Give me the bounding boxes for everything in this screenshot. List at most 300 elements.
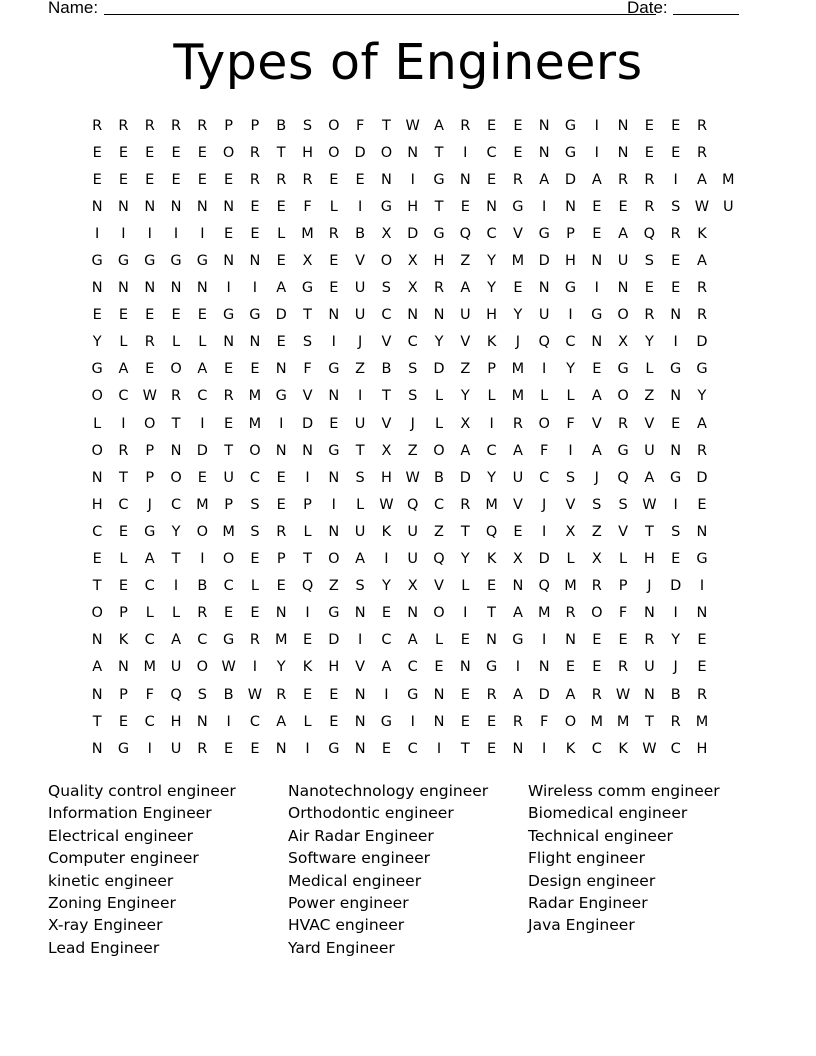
grid-letter[interactable]: E xyxy=(381,605,391,622)
grid-letter[interactable]: F xyxy=(303,361,312,378)
grid-letter[interactable]: B xyxy=(670,686,681,703)
grid-letter[interactable]: E xyxy=(276,496,286,513)
grid-letter[interactable]: I xyxy=(673,496,678,513)
grid-letter[interactable]: E xyxy=(276,198,286,215)
grid-letter[interactable]: A xyxy=(618,225,629,242)
grid-letter[interactable]: C xyxy=(591,740,602,757)
grid-letter[interactable]: N xyxy=(591,334,603,351)
grid-letter[interactable]: R xyxy=(223,388,234,405)
grid-letter[interactable]: N xyxy=(249,253,261,270)
grid-letter[interactable]: N xyxy=(144,198,156,215)
grid-letter[interactable]: X xyxy=(565,523,576,540)
grid-letter[interactable]: R xyxy=(328,225,339,242)
grid-letter[interactable]: G xyxy=(301,280,314,297)
grid-letter[interactable]: R xyxy=(670,225,681,242)
grid-letter[interactable]: E xyxy=(487,713,497,730)
grid-letter[interactable]: D xyxy=(670,578,682,595)
grid-letter[interactable]: C xyxy=(249,469,260,486)
grid-letter[interactable]: G xyxy=(512,632,524,649)
grid-letter[interactable]: I xyxy=(542,523,547,540)
grid-letter[interactable]: A xyxy=(512,686,523,703)
grid-letter[interactable]: A xyxy=(381,659,392,676)
grid-letter[interactable]: W xyxy=(405,469,420,486)
grid-letter[interactable]: E xyxy=(460,198,470,215)
grid-letter[interactable]: Z xyxy=(328,578,339,595)
grid-letter[interactable]: D xyxy=(433,361,445,378)
grid-letter[interactable]: E xyxy=(118,144,129,161)
grid-letter[interactable]: C xyxy=(92,523,103,540)
grid-letter[interactable]: A xyxy=(512,605,523,622)
grid-letter[interactable]: N xyxy=(433,307,445,324)
grid-letter[interactable]: N xyxy=(275,740,287,757)
grid-letter[interactable]: J xyxy=(410,415,415,432)
grid-letter[interactable]: N xyxy=(196,713,208,730)
grid-letter[interactable]: U xyxy=(617,253,629,270)
grid-letter[interactable]: H xyxy=(565,253,576,270)
grid-letter[interactable]: E xyxy=(487,578,497,595)
grid-letter[interactable]: E xyxy=(276,253,286,270)
grid-letter[interactable]: F xyxy=(540,713,549,730)
grid-letter[interactable]: L xyxy=(329,198,338,215)
grid-letter[interactable]: X xyxy=(381,442,392,459)
grid-letter[interactable]: I xyxy=(173,225,179,242)
grid-letter[interactable]: P xyxy=(303,496,312,513)
grid-letter[interactable]: G xyxy=(144,253,156,270)
grid-letter[interactable]: X xyxy=(618,334,629,351)
grid-letter[interactable]: N xyxy=(223,198,235,215)
grid-letter[interactable]: E xyxy=(329,171,339,188)
grid-letter[interactable]: R xyxy=(696,117,708,134)
grid-letter[interactable]: S xyxy=(408,361,418,378)
grid-letter[interactable]: C xyxy=(249,713,260,730)
grid-letter[interactable]: D xyxy=(538,551,550,568)
grid-letter[interactable]: L xyxy=(303,713,312,730)
grid-letter[interactable]: B xyxy=(223,686,234,703)
grid-letter[interactable]: A xyxy=(197,361,208,378)
grid-letter[interactable]: E xyxy=(329,713,339,730)
grid-letter[interactable]: N xyxy=(670,388,682,405)
grid-letter[interactable]: O xyxy=(91,605,103,622)
grid-letter[interactable]: Y xyxy=(487,253,497,270)
grid-letter[interactable]: E xyxy=(224,415,234,432)
grid-letter[interactable]: G xyxy=(275,388,287,405)
grid-letter[interactable]: G xyxy=(433,171,445,188)
grid-letter[interactable]: E xyxy=(460,632,470,649)
grid-letter[interactable]: U xyxy=(354,307,366,324)
grid-letter[interactable]: C xyxy=(486,144,497,161)
grid-letter[interactable]: E xyxy=(171,144,181,161)
grid-letter[interactable]: I xyxy=(594,117,599,134)
grid-letter[interactable]: J xyxy=(515,334,521,351)
grid-letter[interactable]: W xyxy=(247,686,263,703)
grid-letter[interactable]: G xyxy=(223,632,235,649)
grid-letter[interactable]: N xyxy=(407,307,419,324)
grid-letter[interactable]: I xyxy=(357,632,363,649)
grid-letter[interactable]: N xyxy=(538,117,550,134)
grid-letter[interactable]: T xyxy=(460,740,470,757)
grid-letter[interactable]: C xyxy=(407,740,418,757)
grid-letter[interactable]: N xyxy=(433,713,445,730)
grid-letter[interactable]: N xyxy=(538,659,550,676)
grid-letter[interactable]: A xyxy=(276,280,287,297)
grid-letter[interactable]: E xyxy=(329,415,339,432)
grid-letter[interactable]: L xyxy=(171,334,181,351)
grid-letter[interactable]: L xyxy=(619,551,628,568)
grid-letter[interactable]: N xyxy=(591,253,603,270)
grid-letter[interactable]: H xyxy=(407,198,419,215)
grid-letter[interactable]: E xyxy=(224,361,234,378)
grid-letter[interactable]: A xyxy=(118,361,129,378)
grid-letter[interactable]: N xyxy=(565,632,576,649)
grid-letter[interactable]: J xyxy=(542,496,547,513)
grid-letter[interactable]: E xyxy=(145,144,155,161)
grid-letter[interactable]: G xyxy=(328,605,340,622)
grid-letter[interactable]: N xyxy=(433,686,445,703)
grid-letter[interactable]: C xyxy=(381,632,392,649)
grid-letter[interactable]: R xyxy=(591,578,602,595)
grid-letter[interactable]: L xyxy=(356,496,365,513)
grid-letter[interactable]: E xyxy=(618,632,628,649)
grid-letter[interactable]: D xyxy=(564,171,577,188)
grid-letter[interactable]: T xyxy=(644,523,654,540)
grid-letter[interactable]: I xyxy=(252,659,258,676)
grid-letter[interactable]: N xyxy=(670,307,682,324)
grid-letter[interactable]: U xyxy=(722,198,734,215)
grid-letter[interactable]: W xyxy=(221,659,236,676)
grid-letter[interactable]: T xyxy=(460,523,470,540)
grid-letter[interactable]: O xyxy=(91,388,103,405)
grid-letter[interactable]: X xyxy=(407,578,418,595)
grid-letter[interactable]: A xyxy=(460,442,471,459)
grid-letter[interactable]: Y xyxy=(671,632,681,649)
grid-letter[interactable]: F xyxy=(145,686,154,703)
grid-letter[interactable]: N xyxy=(354,686,366,703)
grid-letter[interactable]: C xyxy=(197,632,208,649)
grid-letter[interactable]: O xyxy=(170,361,182,378)
grid-letter[interactable]: A xyxy=(697,253,707,270)
grid-letter[interactable]: R xyxy=(591,686,602,703)
grid-letter[interactable]: E xyxy=(276,334,286,351)
grid-letter[interactable]: E xyxy=(276,469,286,486)
grid-letter[interactable]: R xyxy=(276,171,287,188)
grid-letter[interactable]: G xyxy=(170,253,182,270)
grid-letter[interactable]: M xyxy=(222,523,235,540)
grid-letter[interactable]: E xyxy=(513,117,523,134)
grid-letter[interactable]: D xyxy=(538,686,550,703)
grid-letter[interactable]: E xyxy=(460,686,470,703)
grid-letter[interactable]: M xyxy=(485,496,498,513)
grid-letter[interactable]: G xyxy=(564,280,577,297)
grid-letter[interactable]: X xyxy=(512,551,523,568)
grid-letter[interactable]: N xyxy=(328,388,340,405)
grid-letter[interactable]: I xyxy=(436,740,442,757)
grid-letter[interactable]: B xyxy=(381,361,392,378)
grid-letter[interactable]: N xyxy=(144,280,156,297)
grid-letter[interactable]: X xyxy=(381,225,392,242)
grid-letter[interactable]: X xyxy=(591,551,602,568)
grid-letter[interactable]: R xyxy=(644,632,655,649)
grid-letter[interactable]: I xyxy=(410,171,415,188)
grid-letter[interactable]: Q xyxy=(485,523,498,540)
grid-letter[interactable]: A xyxy=(644,469,655,486)
grid-letter[interactable]: G xyxy=(591,307,603,324)
grid-letter[interactable]: H xyxy=(302,144,313,161)
grid-letter[interactable]: I xyxy=(357,388,363,405)
grid-letter[interactable]: K xyxy=(486,334,497,351)
grid-letter[interactable]: N xyxy=(91,198,103,215)
grid-letter[interactable]: O xyxy=(170,469,182,486)
grid-letter[interactable]: A xyxy=(591,388,602,405)
grid-letter[interactable]: W xyxy=(642,740,657,757)
grid-letter[interactable]: O xyxy=(380,144,393,161)
grid-letter[interactable]: G xyxy=(696,361,708,378)
grid-letter[interactable]: Y xyxy=(487,280,497,297)
grid-letter[interactable]: Q xyxy=(643,225,656,242)
grid-letter[interactable]: V xyxy=(512,225,523,242)
grid-letter[interactable]: E xyxy=(197,144,207,161)
grid-letter[interactable]: C xyxy=(118,496,129,513)
grid-letter[interactable]: R xyxy=(696,307,708,324)
grid-letter[interactable]: Q xyxy=(617,469,629,486)
grid-letter[interactable]: B xyxy=(434,469,444,486)
grid-letter[interactable]: N xyxy=(617,280,629,297)
grid-letter[interactable]: X xyxy=(302,253,313,270)
grid-letter[interactable]: R xyxy=(144,117,155,134)
grid-letter[interactable]: N xyxy=(170,198,182,215)
grid-letter[interactable]: N xyxy=(118,280,129,297)
grid-letter[interactable]: I xyxy=(226,713,231,730)
grid-letter[interactable]: L xyxy=(119,334,128,351)
grid-letter[interactable]: A xyxy=(434,117,444,134)
grid-letter[interactable]: E xyxy=(197,171,207,188)
grid-letter[interactable]: Q xyxy=(433,551,445,568)
grid-letter[interactable]: L xyxy=(487,388,496,405)
grid-letter[interactable]: C xyxy=(539,469,550,486)
grid-letter[interactable]: I xyxy=(673,334,678,351)
grid-letter[interactable]: I xyxy=(331,334,336,351)
grid-letter[interactable]: E xyxy=(671,253,681,270)
grid-letter[interactable]: Y xyxy=(566,361,575,378)
grid-letter[interactable]: I xyxy=(515,659,521,676)
grid-letter[interactable]: R xyxy=(276,686,287,703)
grid-letter[interactable]: G xyxy=(407,686,419,703)
grid-letter[interactable]: E xyxy=(250,551,260,568)
grid-letter[interactable]: I xyxy=(121,415,126,432)
grid-letter[interactable]: N xyxy=(617,117,629,134)
grid-letter[interactable]: V xyxy=(381,415,392,432)
grid-letter[interactable]: V xyxy=(434,578,444,595)
grid-letter[interactable]: N xyxy=(354,605,366,622)
grid-letter[interactable]: N xyxy=(196,198,208,215)
grid-letter[interactable]: G xyxy=(696,551,708,568)
grid-letter[interactable]: N xyxy=(275,361,287,378)
grid-letter[interactable]: E xyxy=(644,144,654,161)
grid-letter[interactable]: Z xyxy=(434,523,444,540)
grid-letter[interactable]: C xyxy=(565,334,576,351)
grid-letter[interactable]: P xyxy=(119,605,128,622)
grid-letter[interactable]: R xyxy=(118,442,129,459)
grid-letter[interactable]: T xyxy=(434,144,444,161)
grid-letter[interactable]: S xyxy=(618,496,628,513)
grid-letter[interactable]: S xyxy=(381,280,392,297)
grid-letter[interactable]: G xyxy=(223,307,235,324)
grid-letter[interactable]: N xyxy=(354,740,366,757)
grid-letter[interactable]: A xyxy=(92,659,103,676)
grid-letter[interactable]: E xyxy=(250,198,260,215)
grid-letter[interactable]: I xyxy=(463,605,468,622)
grid-letter[interactable]: D xyxy=(275,307,287,324)
grid-letter[interactable]: R xyxy=(644,171,655,188)
grid-letter[interactable]: E xyxy=(145,307,155,324)
grid-letter[interactable]: E xyxy=(197,469,207,486)
grid-letter[interactable]: R xyxy=(696,442,708,459)
grid-letter[interactable]: A xyxy=(591,442,602,459)
grid-letter[interactable]: E xyxy=(197,307,207,324)
grid-letter[interactable]: D xyxy=(696,469,708,486)
grid-letter[interactable]: C xyxy=(486,225,497,242)
grid-letter[interactable]: Q xyxy=(301,578,314,595)
grid-letter[interactable]: I xyxy=(252,280,258,297)
grid-letter[interactable]: E xyxy=(671,551,681,568)
grid-letter[interactable]: E xyxy=(118,307,129,324)
grid-letter[interactable]: E xyxy=(671,280,681,297)
grid-letter[interactable]: G xyxy=(380,713,393,730)
grid-letter[interactable]: R xyxy=(276,523,287,540)
grid-letter[interactable]: R xyxy=(249,171,260,188)
grid-letter[interactable]: C xyxy=(144,632,155,649)
grid-letter[interactable]: N xyxy=(328,307,340,324)
grid-letter[interactable]: L xyxy=(198,334,207,351)
grid-letter[interactable]: S xyxy=(565,469,576,486)
grid-letter[interactable]: E xyxy=(697,496,707,513)
grid-letter[interactable]: U xyxy=(459,307,471,324)
grid-letter[interactable]: O xyxy=(222,551,235,568)
grid-letter[interactable]: R xyxy=(171,117,182,134)
grid-letter[interactable]: W xyxy=(142,388,157,405)
grid-letter[interactable]: U xyxy=(407,551,419,568)
grid-letter[interactable]: R xyxy=(565,605,576,622)
grid-letter[interactable]: T xyxy=(487,605,497,622)
grid-letter[interactable]: E xyxy=(513,523,523,540)
grid-letter[interactable]: S xyxy=(671,523,681,540)
grid-letter[interactable]: E xyxy=(618,198,628,215)
grid-letter[interactable]: I xyxy=(147,225,152,242)
grid-letter[interactable]: G xyxy=(328,361,340,378)
grid-letter[interactable]: D xyxy=(328,632,340,649)
grid-letter[interactable]: R xyxy=(618,659,629,676)
grid-letter[interactable]: G xyxy=(564,117,577,134)
grid-letter[interactable]: N xyxy=(459,171,471,188)
grid-letter[interactable]: G xyxy=(564,144,577,161)
word-search-grid[interactable] xyxy=(84,112,741,762)
grid-letter[interactable]: R xyxy=(696,280,708,297)
grid-letter[interactable]: R xyxy=(644,198,655,215)
name-field-line[interactable] xyxy=(104,14,656,15)
grid-letter[interactable]: M xyxy=(143,659,156,676)
grid-letter[interactable]: P xyxy=(250,117,260,134)
grid-letter[interactable]: E xyxy=(224,171,234,188)
grid-letter[interactable]: A xyxy=(697,415,707,432)
grid-letter[interactable]: U xyxy=(512,469,524,486)
grid-letter[interactable]: L xyxy=(277,225,286,242)
grid-letter[interactable]: O xyxy=(328,117,340,134)
grid-letter[interactable]: P xyxy=(145,469,155,486)
grid-letter[interactable]: N xyxy=(91,740,103,757)
grid-letter[interactable]: K xyxy=(486,551,497,568)
grid-letter[interactable]: M xyxy=(695,713,709,730)
grid-letter[interactable]: T xyxy=(171,551,181,568)
grid-letter[interactable]: I xyxy=(384,551,389,568)
grid-letter[interactable]: O xyxy=(380,253,393,270)
grid-letter[interactable]: E xyxy=(118,713,129,730)
grid-letter[interactable]: J xyxy=(357,334,363,351)
grid-letter[interactable]: W xyxy=(615,686,631,703)
grid-letter[interactable]: I xyxy=(147,740,152,757)
grid-letter[interactable]: R xyxy=(512,713,523,730)
grid-letter[interactable]: E xyxy=(118,523,129,540)
grid-letter[interactable]: E xyxy=(92,144,102,161)
grid-letter[interactable]: Y xyxy=(644,334,654,351)
grid-letter[interactable]: I xyxy=(226,280,231,297)
grid-letter[interactable]: Y xyxy=(487,469,497,486)
grid-letter[interactable]: D xyxy=(354,144,366,161)
grid-letter[interactable]: P xyxy=(618,578,628,595)
date-field-line[interactable] xyxy=(673,14,739,15)
grid-letter[interactable]: D xyxy=(538,253,550,270)
grid-letter[interactable]: C xyxy=(223,578,234,595)
grid-letter[interactable]: O xyxy=(564,713,577,730)
grid-letter[interactable]: O xyxy=(249,442,261,459)
grid-letter[interactable]: Y xyxy=(697,388,707,405)
grid-letter[interactable]: N xyxy=(512,578,524,595)
grid-letter[interactable]: M xyxy=(616,713,630,730)
grid-letter[interactable]: S xyxy=(644,253,654,270)
grid-letter[interactable]: N xyxy=(407,605,419,622)
grid-letter[interactable]: M xyxy=(511,361,525,378)
grid-letter[interactable]: M xyxy=(511,388,525,405)
grid-letter[interactable]: E xyxy=(145,171,155,188)
grid-letter[interactable]: E xyxy=(355,171,365,188)
grid-letter[interactable]: J xyxy=(673,659,678,676)
grid-letter[interactable]: E xyxy=(92,551,102,568)
grid-letter[interactable]: R xyxy=(249,632,260,649)
grid-letter[interactable]: E xyxy=(487,117,497,134)
grid-letter[interactable]: R xyxy=(302,171,313,188)
grid-letter[interactable]: N xyxy=(617,144,629,161)
grid-letter[interactable]: N xyxy=(696,605,708,622)
grid-letter[interactable]: J xyxy=(647,578,652,595)
grid-letter[interactable]: E xyxy=(92,171,102,188)
grid-letter[interactable]: I xyxy=(200,225,205,242)
grid-letter[interactable]: R xyxy=(460,496,471,513)
grid-letter[interactable]: T xyxy=(171,415,181,432)
grid-letter[interactable]: E xyxy=(92,307,102,324)
grid-letter[interactable]: G xyxy=(91,253,103,270)
grid-letter[interactable]: V xyxy=(355,253,366,270)
grid-letter[interactable]: E xyxy=(329,686,339,703)
grid-letter[interactable]: P xyxy=(224,117,233,134)
grid-letter[interactable]: R xyxy=(618,171,629,188)
grid-letter[interactable]: U xyxy=(354,280,366,297)
grid-letter[interactable]: N xyxy=(275,442,287,459)
grid-letter[interactable]: E xyxy=(671,117,681,134)
grid-letter[interactable]: L xyxy=(540,388,549,405)
grid-letter[interactable]: E xyxy=(565,659,576,676)
grid-letter[interactable]: N xyxy=(407,144,419,161)
grid-letter[interactable]: R xyxy=(460,117,471,134)
grid-letter[interactable]: E xyxy=(671,144,681,161)
grid-letter[interactable]: U xyxy=(538,307,550,324)
